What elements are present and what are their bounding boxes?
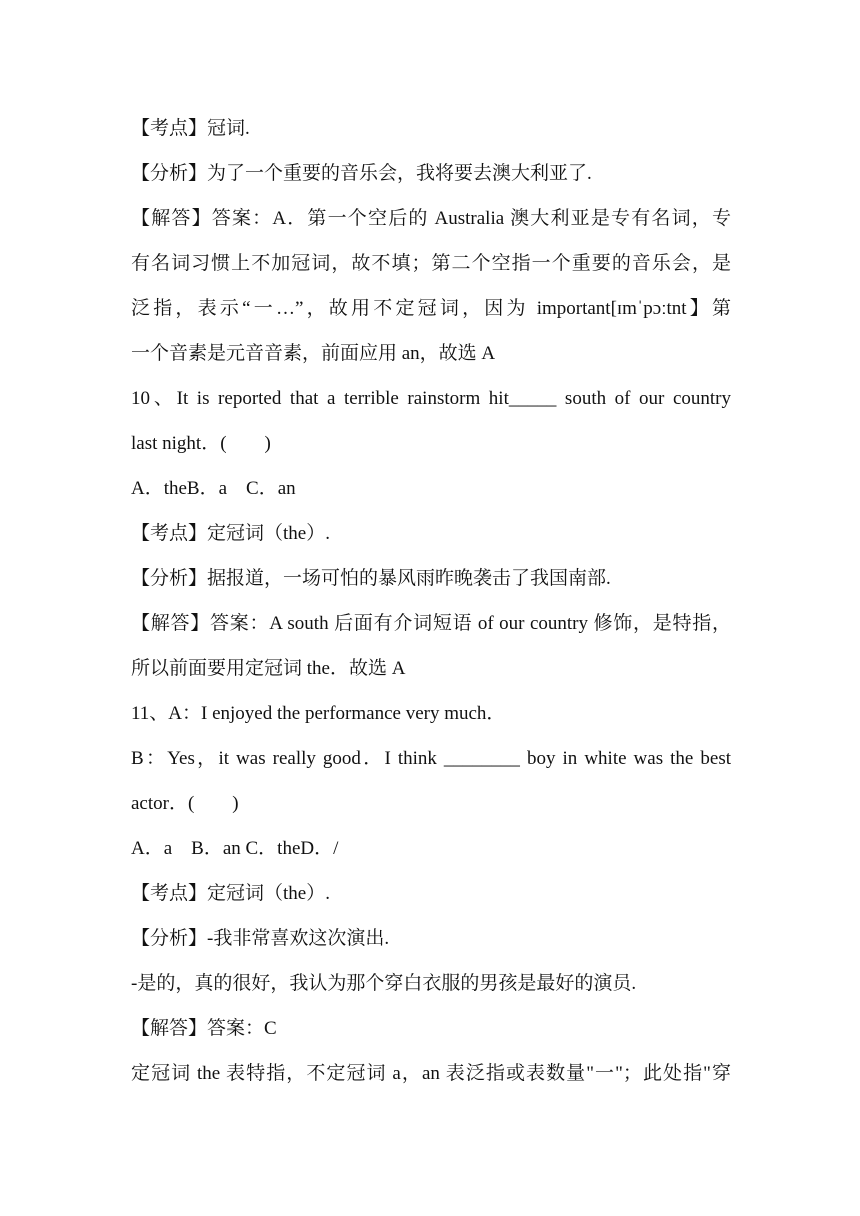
- text-line-fenxi-10: 【分析】据报道，一场可怕的暴风雨昨晚袭击了我国南部.: [131, 568, 611, 589]
- text-line-jieda-10b: 所以前面要用定冠词 the．故选 A: [131, 658, 406, 679]
- text-line-jieda-1a: 【解答】答案：A．第一个空后的 Australia 澳大利亚是专有名词，专: [131, 208, 731, 229]
- text-line-jieda-1d: 一个音素是元音音素，前面应用 an，故选 A: [131, 343, 496, 364]
- question-11-line-b-cont: actor．( ): [131, 793, 239, 814]
- text-line-fenxi-1: 【分析】为了一个重要的音乐会，我将要去澳大利亚了.: [131, 163, 592, 184]
- text-line-fenxi-11b: -是的，真的很好，我认为那个穿白衣服的男孩是最好的演员.: [131, 973, 637, 994]
- text-line-kaodian-11: 【考点】定冠词（the）.: [131, 883, 330, 904]
- text-line-explanation-11: 定冠词 the 表特指，不定冠词 a，an 表泛指或表数量"一"；此处指"穿: [131, 1063, 731, 1084]
- question-11-line-b: B：Yes，it was really good．I think ________ boy in white was the best: [131, 748, 731, 769]
- text-line-jieda-1c: 泛指，表示“一…”，故用不定冠词，因为 important[ɪmˈpɔːtnt】第: [131, 298, 731, 319]
- question-10-stem: 10、It is reported that a terrible rainstorm hit_____ south of our country: [131, 388, 731, 409]
- question-11-line-a: 11、A：I enjoyed the performance very much．: [131, 703, 506, 724]
- question-10-stem-cont: last night．( ): [131, 433, 271, 454]
- text-line-jieda-1b: 有名词习惯上不加冠词，故不填；第二个空指一个重要的音乐会，是: [131, 253, 731, 274]
- text-line-jieda-10a: 【解答】答案：A south 后面有介词短语 of our country 修饰，是特指，: [131, 613, 731, 634]
- text-line-kaodian-10: 【考点】定冠词（the）.: [131, 523, 330, 544]
- text-line-kaodian-1: 【考点】冠词.: [131, 118, 250, 139]
- text-line-jieda-11: 【解答】答案：C: [131, 1018, 277, 1039]
- question-11-options: A．a B．an C．theD．/: [131, 838, 339, 859]
- text-line-fenxi-11a: 【分析】-我非常喜欢这次演出.: [131, 928, 390, 949]
- question-10-options: A．theB．a C．an: [131, 478, 296, 499]
